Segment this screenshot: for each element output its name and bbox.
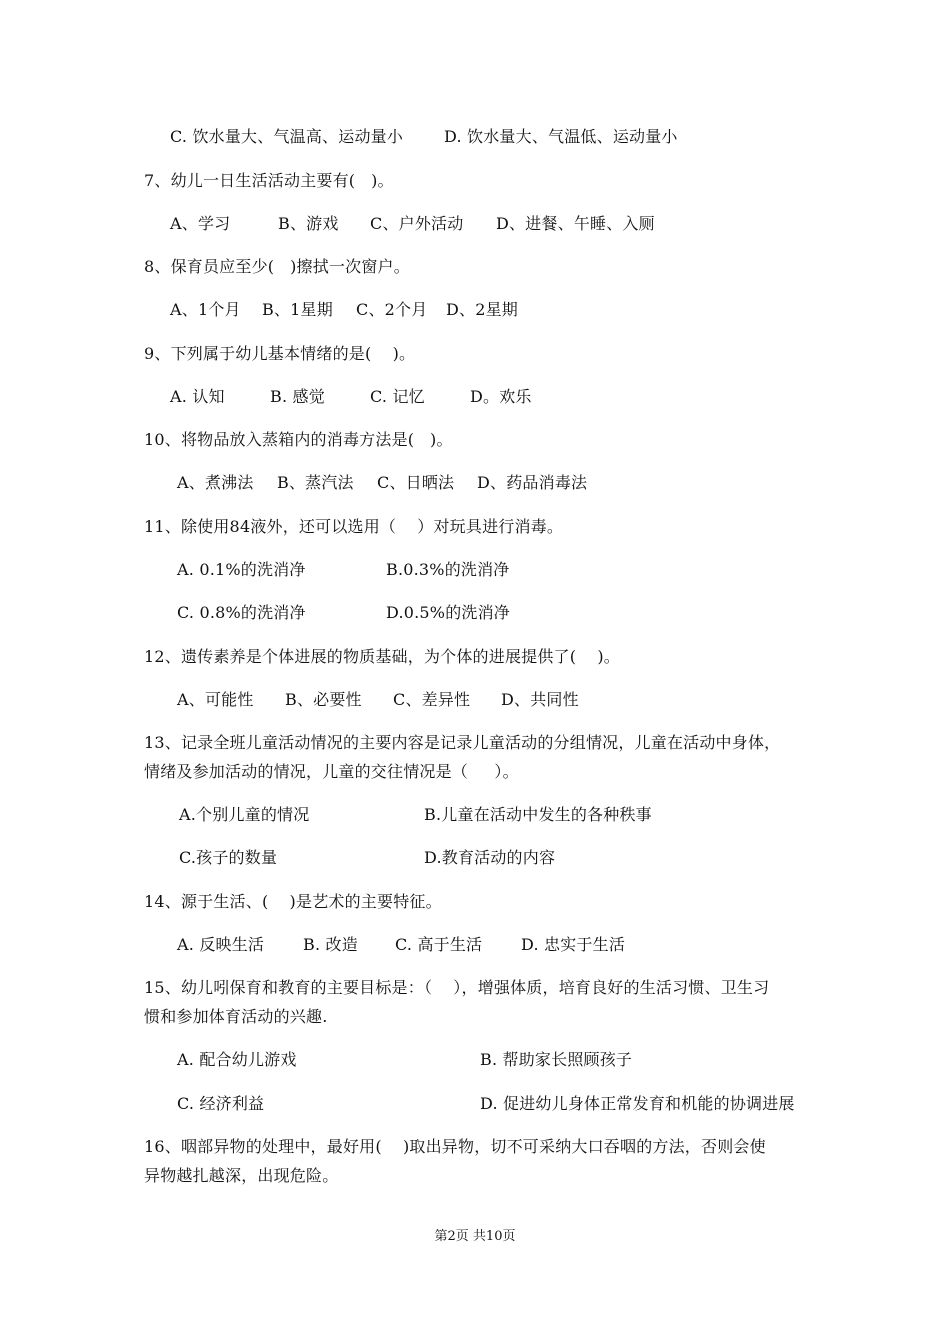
text-line: C. 记忆 xyxy=(370,387,425,406)
text-line: A. 反映生活 xyxy=(177,935,265,954)
text-line: A. 认知 xyxy=(170,387,225,406)
text-line: C. 经济利益 xyxy=(177,1094,265,1113)
page-footer: 第2页 共10页 xyxy=(434,1229,516,1244)
text-line: D. 促进幼儿身体正常发育和机能的协调进展 xyxy=(480,1094,795,1113)
text-line: B. 感觉 xyxy=(270,387,325,406)
text-line: D、进餐、午睡、入厕 xyxy=(496,214,655,233)
text-line: A. 0.1%的洗消净 xyxy=(177,560,306,579)
text-line: C. 饮水量大、气温高、运动量小 xyxy=(170,127,404,146)
text-line: C、户外活动 xyxy=(370,214,464,233)
text-line: D. 忠实于生活 xyxy=(521,935,626,954)
text-line: C. 0.8%的洗消净 xyxy=(177,603,306,622)
text-line: D、2星期 xyxy=(446,300,519,319)
text-line: A、可能性 xyxy=(177,690,254,709)
text-line: 8、保育员应至少( )擦拭一次窗户。 xyxy=(144,257,410,276)
text-line: B、必要性 xyxy=(285,690,362,709)
text-line: B、游戏 xyxy=(278,214,339,233)
text-line: C、2个月 xyxy=(356,300,428,319)
text-line: B.0.3%的洗消净 xyxy=(386,560,510,579)
text-line: D、药品消毒法 xyxy=(477,473,588,492)
text-line: A、学习 xyxy=(170,214,231,233)
text-line: B. 改造 xyxy=(303,935,358,954)
text-line: 14、源于生活、( )是艺术的主要特征。 xyxy=(144,892,442,911)
text-line: C.孩子的数量 xyxy=(179,848,278,867)
text-line: D.教育活动的内容 xyxy=(424,848,556,867)
text-line: 惯和参加体育活动的兴趣. xyxy=(144,1007,328,1026)
text-line: D、共同性 xyxy=(501,690,579,709)
text-line: 10、将物品放入蒸箱内的消毒方法是( )。 xyxy=(144,430,453,449)
text-line: 16、咽部异物的处理中，最好用( )取出异物，切不可采纳大口吞咽的方法，否则会使 xyxy=(144,1137,766,1156)
text-line: B、蒸汽法 xyxy=(277,473,354,492)
text-line: B.儿童在活动中发生的各种秩事 xyxy=(424,805,652,824)
text-line: A、煮沸法 xyxy=(177,473,254,492)
text-line: 异物越扎越深，出现危险。 xyxy=(144,1166,339,1185)
text-line: A、1个月 xyxy=(170,300,241,319)
text-line: 12、遗传素养是个体进展的物质基础，为个体的进展提供了( )。 xyxy=(144,647,620,666)
text-line: 7、幼儿一日生活活动主要有( )。 xyxy=(144,171,394,190)
text-line: A.个别儿童的情况 xyxy=(179,805,310,824)
text-line: 11、除使用84液外，还可以选用（ ）对玩具进行消毒。 xyxy=(144,517,564,536)
text-line: 情绪及参加活动的情况，儿童的交往情况是（ ）。 xyxy=(144,762,519,781)
text-line: D。欢乐 xyxy=(470,387,532,406)
text-line: B、1星期 xyxy=(262,300,333,319)
text-line: B. 帮助家长照顾孩子 xyxy=(480,1050,633,1069)
text-line: D.0.5%的洗消净 xyxy=(386,603,510,622)
text-line: A. 配合幼儿游戏 xyxy=(177,1050,297,1069)
text-line: C、日晒法 xyxy=(377,473,455,492)
text-line: 9、下列属于幼儿基本情绪的是( )。 xyxy=(144,344,416,363)
text-line: C. 高于生活 xyxy=(395,935,483,954)
text-line: 15、幼儿吲保育和教育的主要目标是：（ ），增强体质，培育良好的生活习惯、卫生习 xyxy=(144,978,770,997)
text-line: D. 饮水量大、气温低、运动量小 xyxy=(444,127,678,146)
text-line: C、差异性 xyxy=(393,690,471,709)
text-line: 13、记录全班儿童活动情况的主要内容是记录儿童活动的分组情况，儿童在活动中身体， xyxy=(144,733,781,752)
